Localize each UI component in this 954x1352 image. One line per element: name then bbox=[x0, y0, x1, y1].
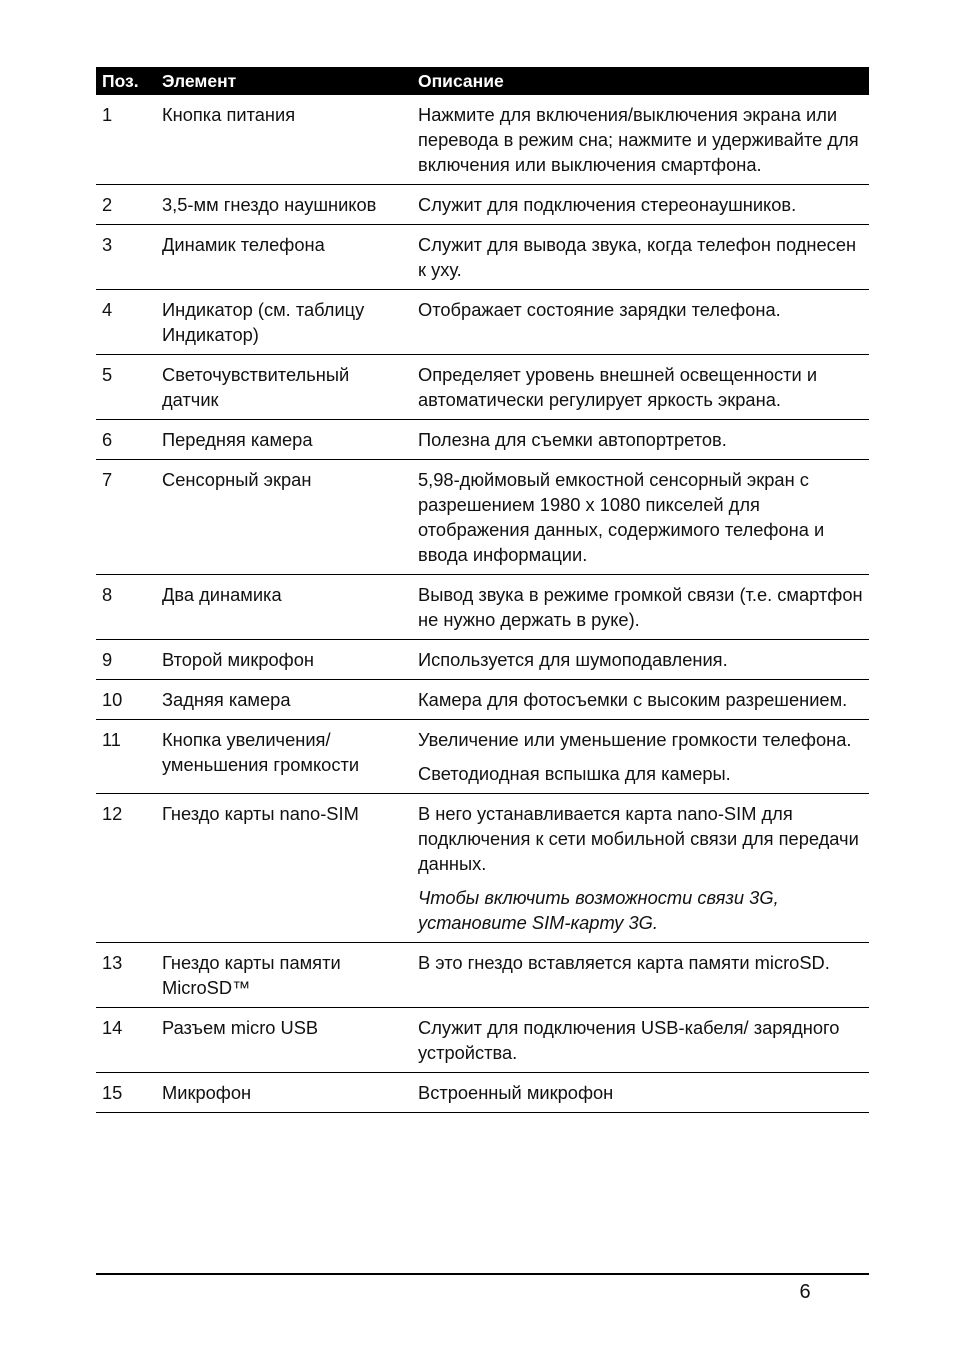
row-position: 10 bbox=[96, 680, 156, 720]
footer-rule bbox=[96, 1273, 869, 1275]
row-position: 7 bbox=[96, 460, 156, 575]
row-element: Сенсорный экран bbox=[156, 460, 412, 575]
row-description bbox=[412, 460, 869, 575]
table-row bbox=[96, 943, 869, 1008]
description-paragraph: Вывод звука в режиме громкой связи (т.е. смартфон не нужно держать в руке). bbox=[418, 584, 863, 630]
table-row bbox=[96, 1073, 869, 1113]
table-header-row bbox=[96, 67, 869, 95]
components-table bbox=[96, 67, 869, 1113]
row-element: Разъем micro USB bbox=[156, 1008, 412, 1073]
row-position: 8 bbox=[96, 575, 156, 640]
row-position: 12 bbox=[96, 794, 156, 943]
table-body bbox=[96, 95, 869, 1113]
description-paragraph: Определяет уровень внешней освещенности и автоматически регулирует яркость экрана. bbox=[418, 364, 818, 410]
row-description bbox=[412, 794, 869, 943]
row-description bbox=[412, 640, 869, 680]
row-position: 13 bbox=[96, 943, 156, 1008]
row-position: 4 bbox=[96, 290, 156, 355]
table-row bbox=[96, 720, 869, 794]
row-element: Микрофон bbox=[156, 1073, 412, 1113]
table-row bbox=[96, 794, 869, 943]
row-description bbox=[412, 720, 869, 794]
table-row bbox=[96, 95, 869, 185]
description-note: Чтобы включить возможности связи 3G, установите SIM-карту 3G. bbox=[418, 887, 779, 933]
row-position: 9 bbox=[96, 640, 156, 680]
row-position: 11 bbox=[96, 720, 156, 794]
description-paragraph: Нажмите для включения/выключения экрана или перевода в режим сна; нажмите и удерживайте для включения или выключения смартфона. bbox=[418, 104, 859, 175]
table-row bbox=[96, 225, 869, 290]
description-paragraph: Камера для фотосъемки с высоким разрешением. bbox=[418, 689, 848, 710]
row-element: Гнездо карты nano-SIM bbox=[156, 794, 412, 943]
row-element: Светочувствительный датчик bbox=[156, 355, 412, 420]
row-description bbox=[412, 680, 869, 720]
row-element: Индикатор (см. таблицу Индикатор) bbox=[156, 290, 412, 355]
description-paragraph: Встроенный микрофон bbox=[418, 1082, 614, 1103]
row-element: Динамик телефона bbox=[156, 225, 412, 290]
row-description bbox=[412, 420, 869, 460]
row-position: 3 bbox=[96, 225, 156, 290]
row-position: 2 bbox=[96, 185, 156, 225]
description-paragraph: Светодиодная вспышка для камеры. bbox=[418, 763, 731, 784]
description-paragraph: В это гнездо вставляется карта памяти microSD. bbox=[418, 952, 830, 973]
row-description bbox=[412, 225, 869, 290]
page-number: 6 bbox=[799, 1281, 811, 1303]
header-description: Описание bbox=[412, 67, 869, 95]
header-element: Элемент bbox=[156, 67, 412, 95]
row-description bbox=[412, 943, 869, 1008]
description-paragraph: Увеличение или уменьшение громкости телефона. bbox=[418, 729, 852, 750]
row-position: 15 bbox=[96, 1073, 156, 1113]
row-position: 6 bbox=[96, 420, 156, 460]
row-element: Кнопка увеличения/ уменьшения громкости bbox=[156, 720, 412, 794]
row-element: Кнопка питания bbox=[156, 95, 412, 185]
row-element: Второй микрофон bbox=[156, 640, 412, 680]
table-row bbox=[96, 575, 869, 640]
description-paragraph: Полезна для съемки автопортретов. bbox=[418, 429, 727, 450]
table-row bbox=[96, 420, 869, 460]
row-description bbox=[412, 1008, 869, 1073]
description-paragraph: Отображает состояние зарядки телефона. bbox=[418, 299, 781, 320]
row-description bbox=[412, 1073, 869, 1113]
row-element: Передняя камера bbox=[156, 420, 412, 460]
row-element: Задняя камера bbox=[156, 680, 412, 720]
description-paragraph: Служит для подключения USB-кабеля/ зарядного устройства. bbox=[418, 1017, 840, 1063]
table-row bbox=[96, 290, 869, 355]
row-position: 5 bbox=[96, 355, 156, 420]
table-row bbox=[96, 680, 869, 720]
table-row bbox=[96, 640, 869, 680]
description-paragraph: Служит для вывода звука, когда телефон поднесен к уху. bbox=[418, 234, 857, 280]
row-description bbox=[412, 185, 869, 225]
row-element: 3,5-мм гнездо наушников bbox=[156, 185, 412, 225]
row-position: 14 bbox=[96, 1008, 156, 1073]
row-element: Два динамика bbox=[156, 575, 412, 640]
row-description bbox=[412, 355, 869, 420]
row-description bbox=[412, 290, 869, 355]
table-row bbox=[96, 1008, 869, 1073]
row-description bbox=[412, 95, 869, 185]
table-row bbox=[96, 355, 869, 420]
table-row bbox=[96, 460, 869, 575]
description-paragraph: Используется для шумоподавления. bbox=[418, 649, 728, 670]
row-description bbox=[412, 575, 869, 640]
description-paragraph: 5,98-дюймовый емкостной сенсорный экран с разрешением 1980 x 1080 пикселей для отображения данных, содержимого телефона и ввода информации. bbox=[418, 469, 825, 565]
row-position: 1 bbox=[96, 95, 156, 185]
table-row bbox=[96, 185, 869, 225]
row-element: Гнездо карты памяти MicroSD™ bbox=[156, 943, 412, 1008]
description-paragraph: Служит для подключения стереонаушников. bbox=[418, 194, 797, 215]
description-paragraph: В него устанавливается карта nano-SIM для подключения к сети мобильной связи для передачи данных. bbox=[418, 803, 859, 874]
header-position: Поз. bbox=[96, 67, 156, 95]
